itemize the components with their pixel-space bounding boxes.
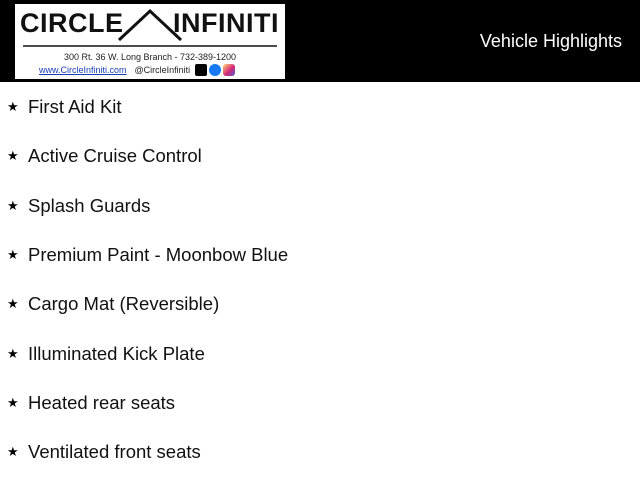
- star-icon: ★: [7, 247, 19, 262]
- list-item: [0, 393, 640, 423]
- star-icon: ★: [7, 444, 19, 459]
- star-icon: ★: [7, 296, 19, 311]
- list-item: [0, 97, 640, 127]
- social-icons: [195, 64, 235, 76]
- star-icon: ★: [7, 395, 19, 410]
- highlight-label: Heated rear seats: [28, 392, 176, 413]
- star-icon: ★: [7, 346, 19, 361]
- dealer-logo[interactable]: [15, 4, 285, 79]
- list-item: [0, 344, 640, 374]
- list-item: [0, 442, 640, 472]
- star-icon: ★: [7, 99, 19, 114]
- instagram-icon[interactable]: [223, 64, 235, 76]
- star-icon: ★: [7, 198, 19, 213]
- list-item: [0, 196, 640, 226]
- highlight-label: Cargo Mat (Reversible): [28, 293, 220, 314]
- highlight-label: First Aid Kit: [28, 96, 122, 117]
- logo-brand-infiniti: INFINITI: [173, 8, 279, 38]
- logo-address: 300 Rt. 36 W. Long Branch - 732-389-1200: [63, 52, 237, 62]
- highlight-label: Splash Guards: [28, 195, 151, 216]
- logo-contact-row: [39, 63, 235, 77]
- logo-brand-circle: CIRCLE: [20, 8, 124, 38]
- highlight-label: Ventilated front seats: [28, 441, 201, 462]
- dealer-website-link[interactable]: www.CircleInfiniti.com: [39, 64, 127, 75]
- star-icon: ★: [7, 148, 19, 163]
- list-item: [0, 146, 640, 176]
- vehicle-highlights-title: Vehicle Highlights: [479, 31, 622, 51]
- header-bar: [0, 0, 640, 82]
- social-handle: @CircleInfiniti: [134, 64, 191, 75]
- list-item: [0, 245, 640, 275]
- highlight-label: Active Cruise Control: [28, 145, 202, 166]
- highlight-label: Illuminated Kick Plate: [28, 343, 205, 364]
- facebook-icon[interactable]: [209, 64, 221, 76]
- list-item: [0, 294, 640, 324]
- x-icon[interactable]: [195, 64, 207, 76]
- highlight-label: Premium Paint - Moonbow Blue: [28, 244, 289, 265]
